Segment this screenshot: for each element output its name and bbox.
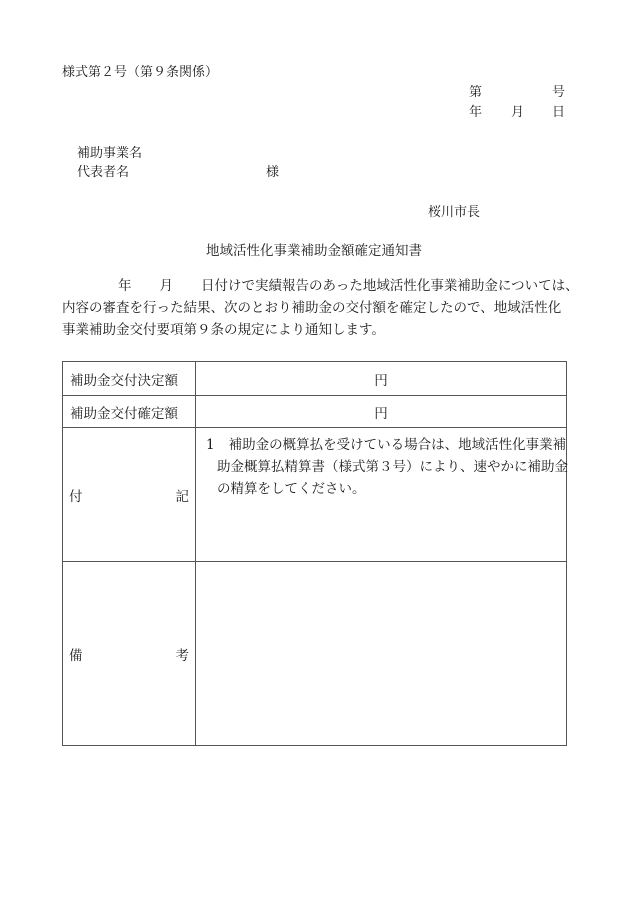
decided-amount-unit: 円 [374,372,388,389]
body-line-2: 内容の審査を行った結果、次のとおり補助金の交付額を確定したので、地域活性化 [62,300,562,316]
note-line-1 [206,434,567,456]
table-row [63,562,567,746]
confirmed-amount-unit: 円 [374,405,388,422]
body-year: 年 [118,278,132,294]
body-line-1 [62,275,579,297]
body-line-1-rest: 日付けで実績報告のあった地域活性化事業補助金については、 [201,278,579,294]
notes-label [63,644,195,664]
remarks-label-b: 記 [175,488,189,505]
table-row [63,428,567,562]
honorific: 様 [266,165,280,180]
date-day-label: 日 [552,105,566,120]
representative-label: 代表者名 [77,165,130,180]
doc-number-prefix: 第 [469,85,483,100]
notes-label-a: 備 [69,647,83,664]
notes-value[interactable] [196,562,567,746]
decided-amount-value[interactable] [196,362,567,396]
note-line-3: の精算をしてください。 [217,481,366,497]
confirmed-amount-label: 補助金交付確定額 [63,396,196,428]
body-line-3: 事業補助金交付要項第９条の規定により通知します。 [62,322,385,338]
notes-label-cell [63,562,196,746]
sender-name: 桜川市長 [428,205,481,220]
document-title: 地域活性化事業補助金額確定通知書 [206,243,422,259]
date-month-label: 月 [511,105,525,120]
project-name-label: 補助事業名 [77,146,143,161]
doc-number-suffix: 号 [552,85,566,100]
remarks-label [63,485,195,505]
amount-table [62,361,567,746]
note-line-2: 助金概算払精算書（様式第３号）により、速やかに補助金 [217,459,568,475]
form-number: 様式第２号（第９条関係） [62,65,219,80]
confirmed-amount-value[interactable] [196,396,567,428]
notes-label-b: 考 [175,647,189,664]
decided-amount-label: 補助金交付決定額 [63,362,196,396]
body-text [62,275,579,341]
remarks-label-a: 付 [69,488,83,505]
date-year-label: 年 [469,105,483,120]
body-month: 月 [159,278,173,294]
remarks-note [196,428,567,562]
note-number: 1 [206,437,215,453]
remarks-label-cell [63,428,196,562]
note-text-1: 補助金の概算払を受けている場合は、地域活性化事業補 [228,437,567,453]
table-row [63,396,567,428]
table-row [63,362,567,396]
